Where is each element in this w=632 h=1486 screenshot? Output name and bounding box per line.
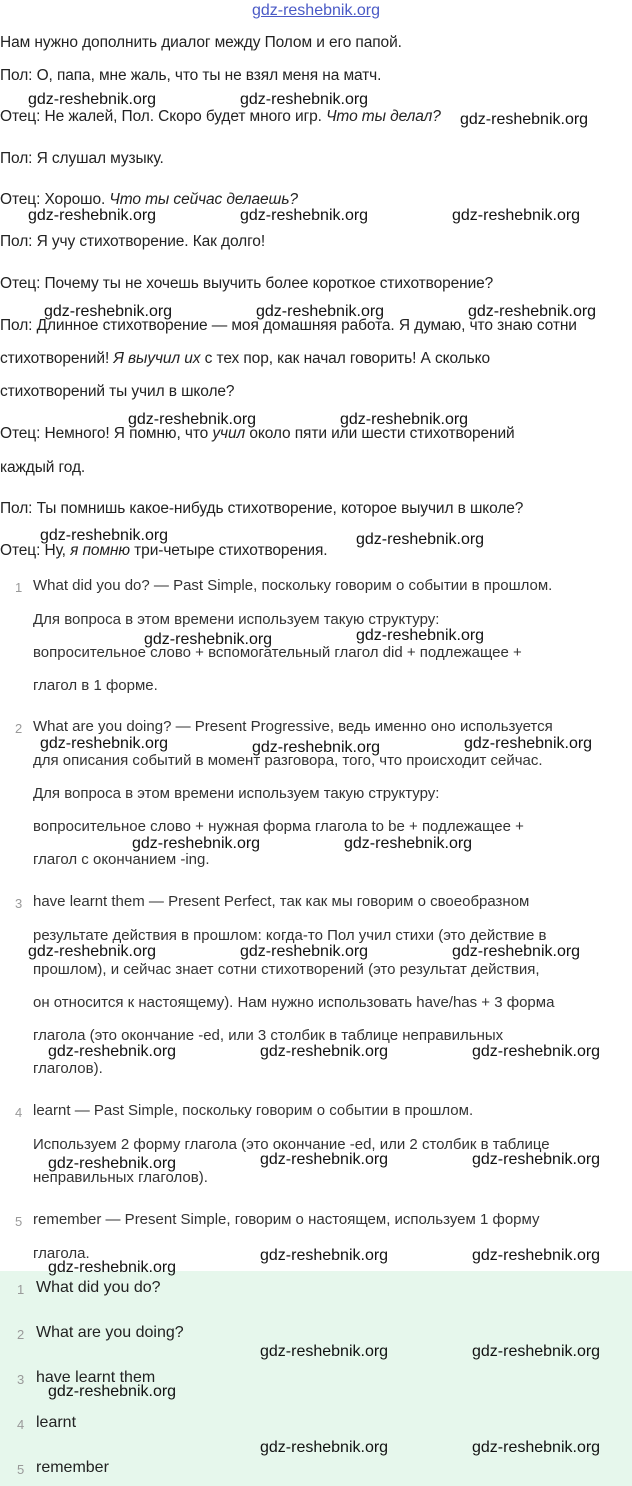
answer-number: 5 [17,1462,25,1477]
watermark: gdz-reshebnik.org [464,735,593,752]
dialogue-line [0,350,490,368]
watermark: gdz-reshebnik.org [460,111,589,128]
watermark: gdz-reshebnik.org [48,1043,177,1060]
explanation-line: глагол в 1 форме. [33,677,158,694]
watermark: gdz-reshebnik.org [472,1343,601,1360]
watermark: gdz-reshebnik.org [240,943,369,960]
watermark: gdz-reshebnik.org [344,835,473,852]
watermark: gdz-reshebnik.org [472,1043,601,1060]
dialogue-line: Отец: Почему ты не хочешь выучить более короткое стихотворение? [0,275,494,292]
answer-item: remember [36,1459,109,1476]
explanation-line: он относится к настоящему). Нам нужно использовать have/has + 3 форма [33,994,555,1011]
dialogue-intro: Нам нужно дополнить диалог между Полом и его папой. [0,34,402,51]
watermark: gdz-reshebnik.org [356,627,485,644]
explanation-line: неправильных глаголов). [33,1169,208,1186]
watermark: gdz-reshebnik.org [240,91,369,108]
explanation-number: 3 [15,896,23,911]
dialogue-line: Пол: Я учу стихотворение. Как долго! [0,233,266,250]
watermark: gdz-reshebnik.org [260,1043,389,1060]
dialogue-answer-5: я помню [70,542,130,559]
watermark: gdz-reshebnik.org [260,1151,389,1168]
watermark: gdz-reshebnik.org [48,1155,177,1172]
answer-item: What did you do? [36,1279,161,1296]
explanation-line: learnt — Past Simple, поскольку говорим о событии в прошлом. [33,1102,474,1119]
explanation-line: Используем 2 форму глагола (это окончание -ed, или 2 столбик в таблице [33,1136,550,1153]
explanation-number: 2 [15,721,23,736]
explanation-line: have learnt them — Present Perfect, так как мы говорим о своеобразном [33,893,530,910]
watermark: gdz-reshebnik.org [472,1247,601,1264]
explanation-line: глаголов). [33,1060,103,1077]
watermark: gdz-reshebnik.org [356,531,485,548]
dialogue-answer-3: Я выучил их [113,350,201,367]
answer-item: What are you doing? [36,1324,184,1341]
watermark: gdz-reshebnik.org [260,1439,389,1456]
explanation-line: прошлом), и сейчас знает сотни стихотворений (это результат действия, [33,961,540,978]
dialogue-text: Отец: Ну, [0,542,71,559]
dialogue-line: Пол: Я слушал музыку. [0,150,164,167]
watermark: gdz-reshebnik.org [40,735,169,752]
dialogue-text: с тех пор, как начал говорить! А сколько [200,350,490,367]
watermark: gdz-reshebnik.org [28,207,157,224]
explanation-line: вопросительное слово + нужная форма глагола to be + подлежащее + [33,818,524,835]
explanation-line: remember — Present Simple, говорим о настоящем, используем 1 форму [33,1211,540,1228]
watermark: gdz-reshebnik.org [132,835,261,852]
watermark: gdz-reshebnik.org [472,1439,601,1456]
watermark: gdz-reshebnik.org [128,411,257,428]
watermark: gdz-reshebnik.org [260,1247,389,1264]
dialogue-line: каждый год. [0,459,86,476]
explanation-number: 4 [15,1105,23,1120]
dialogue-text: стихотворений! [0,350,114,367]
explanation-number: 1 [15,580,23,595]
watermark: gdz-reshebnik.org [260,1343,389,1360]
explanation-line: глагол с окончанием -ing. [33,851,210,868]
watermark: gdz-reshebnik.org [340,411,469,428]
watermark: gdz-reshebnik.org [44,303,173,320]
explanation-line: глагола (это окончание -ed, или 3 столбик в таблице неправильных [33,1027,504,1044]
dialogue-text: Отец: Не жалей, Пол. Скоро будет много игр. [0,108,327,125]
dialogue-text: Отец: Хорошо. [0,191,110,208]
explanation-line: Для вопроса в этом времени используем такую структуру: [33,611,440,628]
dialogue-answer-2: Что ты сейчас делаешь? [109,191,298,208]
watermark: gdz-reshebnik.org [240,207,369,224]
watermark: gdz-reshebnik.org [40,527,169,544]
answer-item: have learnt them [36,1369,156,1386]
watermark: gdz-reshebnik.org [48,1383,177,1400]
watermark: gdz-reshebnik.org [28,943,157,960]
dialogue-line: стихотворений ты учил в школе? [0,383,235,400]
watermark: gdz-reshebnik.org [28,91,157,108]
answer-item: learnt [36,1414,77,1431]
explanation-line: результате действия в прошлом: когда-то Пол учил стихи (это действие в [33,927,547,944]
watermark: gdz-reshebnik.org [452,943,581,960]
dialogue-line: Пол: Длинное стихотворение — моя домашняя работа. Я думаю, что знаю сотни [0,317,577,334]
dialogue-line: Пол: О, папа, мне жаль, что ты не взял меня на матч. [0,67,382,84]
watermark: gdz-reshebnik.org [468,303,597,320]
dialogue-text: три-четыре стихотворения. [129,542,328,559]
dialogue-line: Пол: Ты помнишь какое-нибудь стихотворение, которое выучил в школе? [0,500,524,517]
explanation-line: What are you doing? — Present Progressive, ведь именно оно используется [33,718,553,735]
dialogue-answer-4: учил [212,425,246,442]
site-link[interactable]: gdz-reshebnik.org [251,2,381,19]
dialogue-text: Отец: Немного! Я помню, что [0,425,213,442]
explanation-number: 5 [15,1214,23,1229]
watermark: gdz-reshebnik.org [48,1259,177,1276]
answer-number: 3 [17,1372,25,1387]
answer-number: 2 [17,1327,25,1342]
answer-number: 4 [17,1417,25,1432]
watermark: gdz-reshebnik.org [452,207,581,224]
explanation-line: What did you do? — Past Simple, поскольку говорим о событии в прошлом. [33,577,553,594]
explanation-line: Для вопроса в этом времени используем такую структуру: [33,785,440,802]
explanation-line: для описания событий в момент разговора, того, что происходит сейчас. [33,752,543,769]
dialogue-line [0,108,441,126]
explanation-line: вопросительное слово + вспомогательный глагол did + подлежащее + [33,644,522,661]
dialogue-answer-1: Что ты делал? [326,108,441,125]
watermark: gdz-reshebnik.org [472,1151,601,1168]
watermark: gdz-reshebnik.org [252,739,381,756]
explanation-line: глагола. [33,1245,90,1262]
watermark: gdz-reshebnik.org [256,303,385,320]
dialogue-text: около пяти или шести стихотворений [245,425,515,442]
watermark: gdz-reshebnik.org [144,631,273,648]
answer-number: 1 [17,1282,25,1297]
